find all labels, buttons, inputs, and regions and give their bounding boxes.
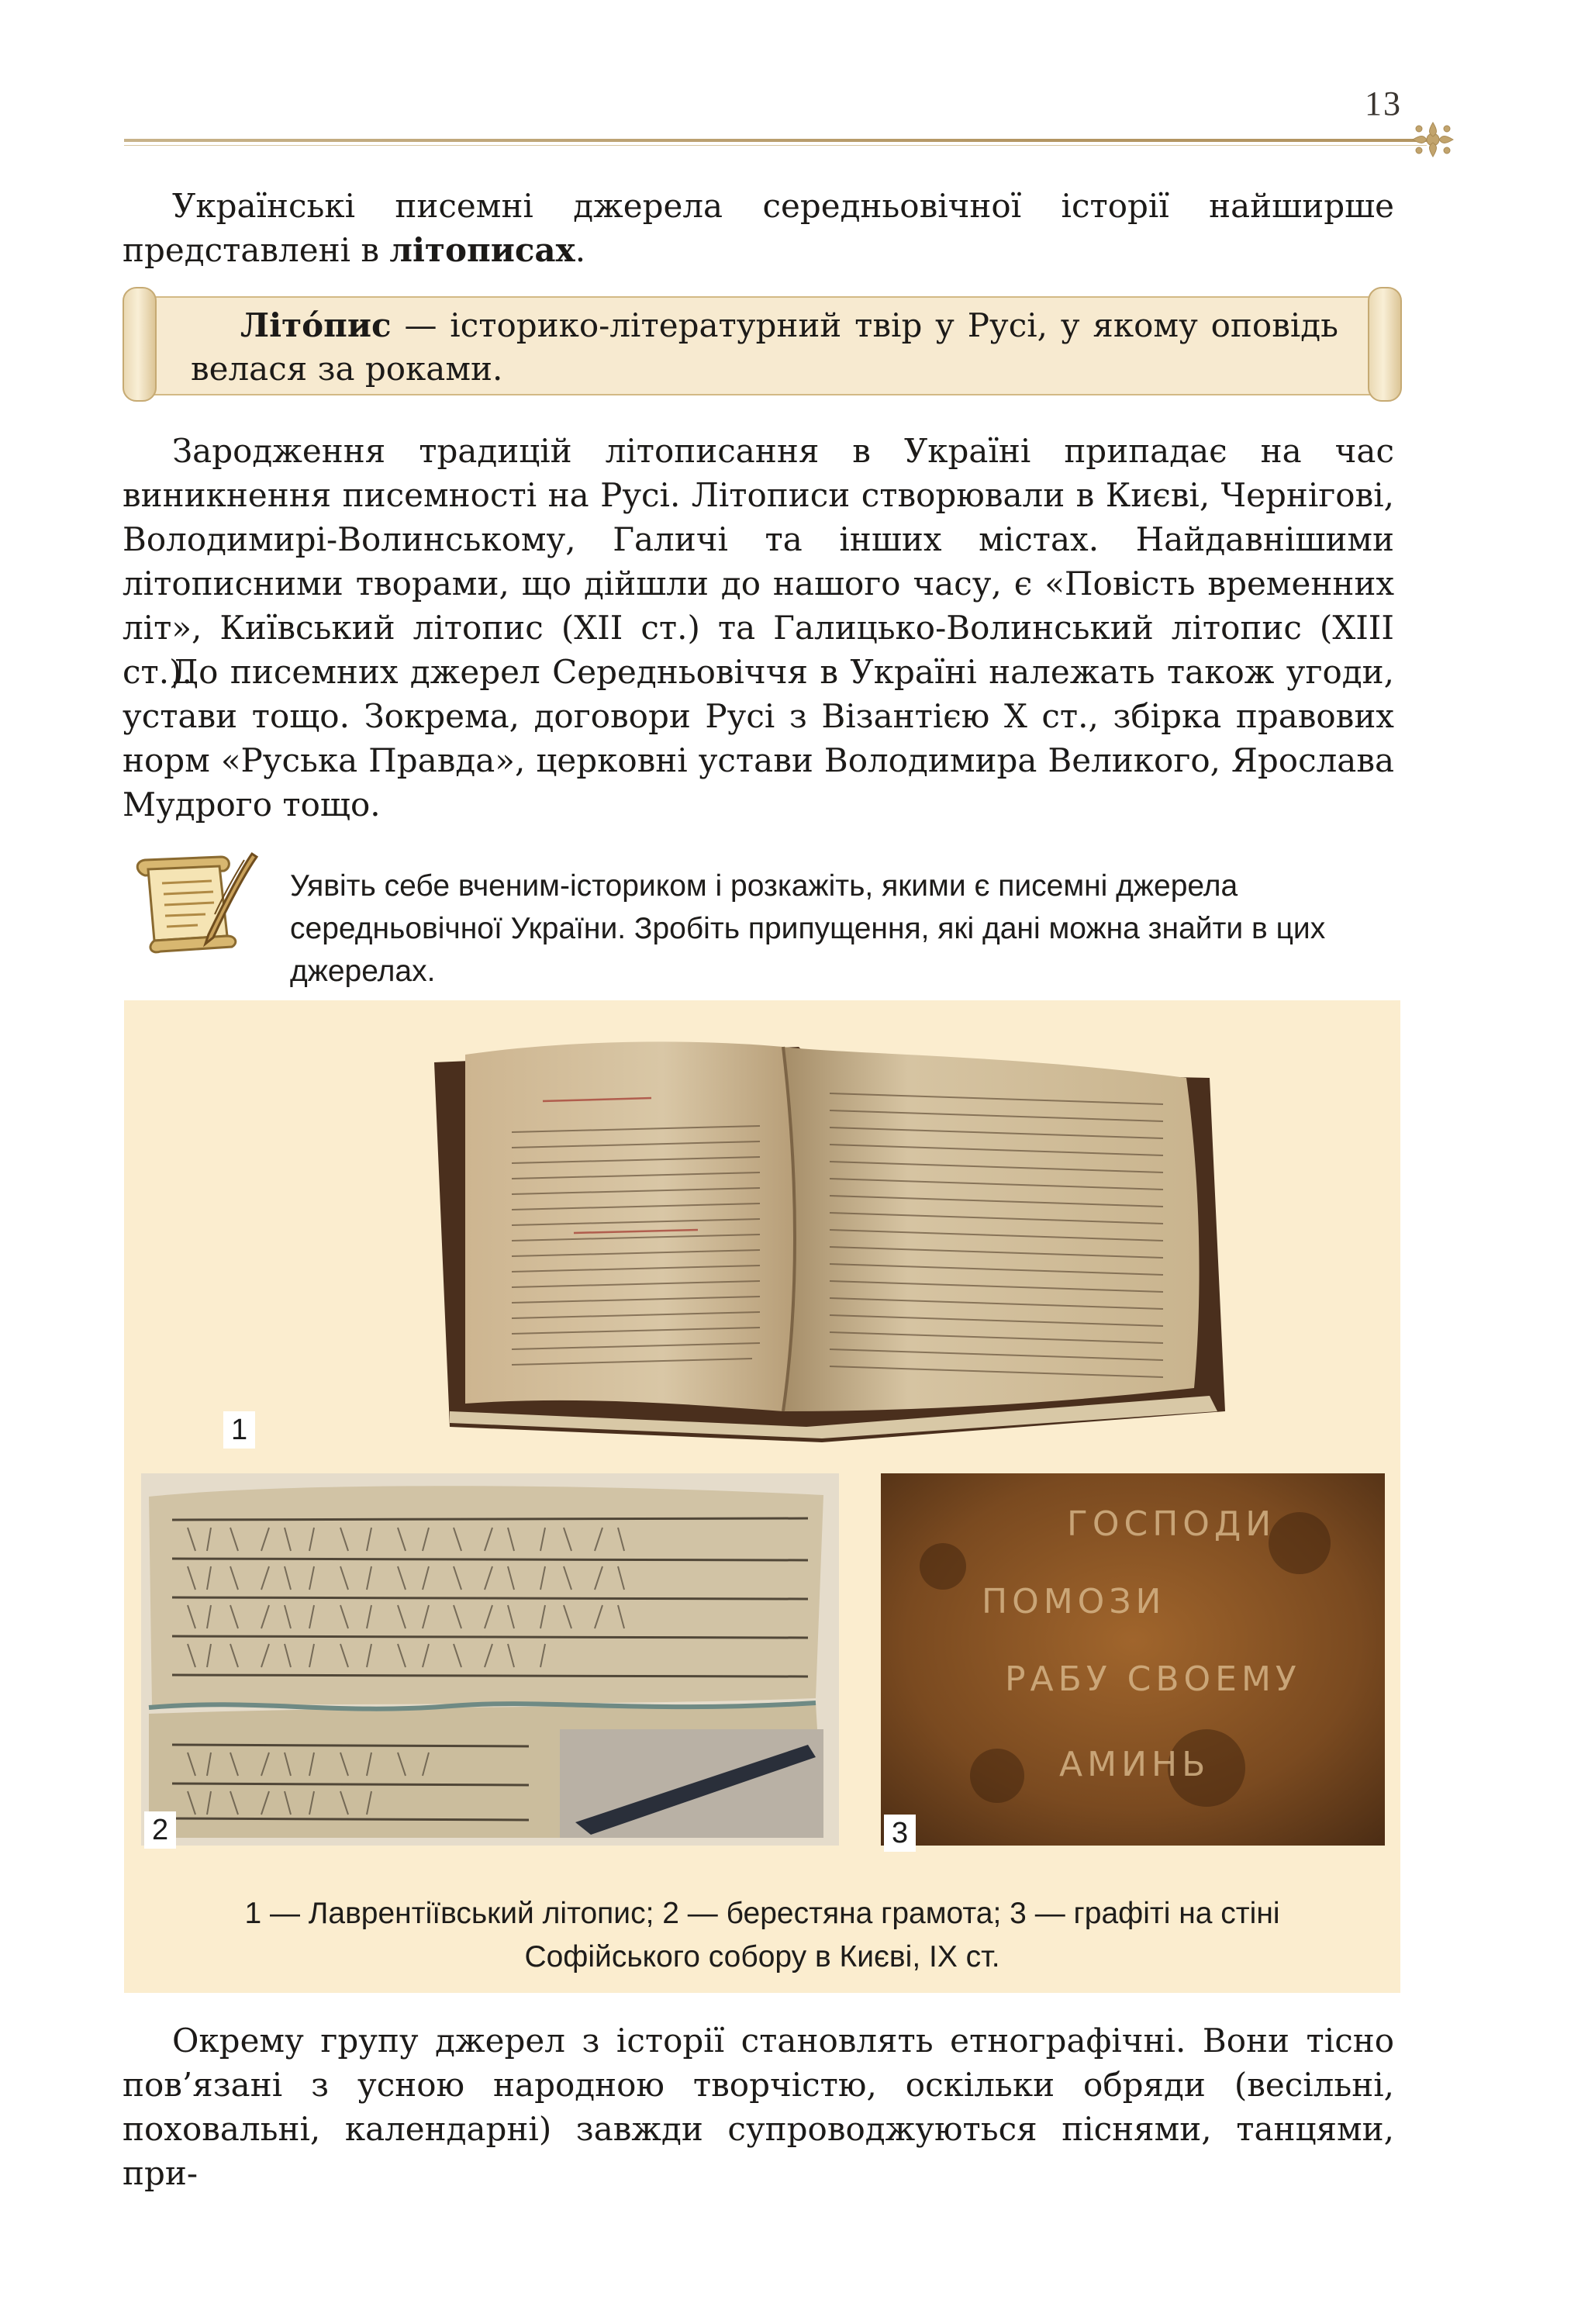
scroll-quill-icon	[128, 849, 264, 958]
definition-body: — історико-літературний твір у Русі, у якому оповідь велася за роками.	[191, 306, 1338, 388]
paragraph-legal-sources-text: До писемних джерел Середньовіччя в Україні належать також угоди, устави тощо. Зокрема, договори Русі з Візантією X ст., збірка правових норм «Руська Правда», церковні устави Володимира Великого, Ярослава Мудрого тощо.	[123, 653, 1394, 824]
intro-text: Українські писемні джерела середньовічної історії найширше представлені в	[123, 187, 1394, 269]
figure-label-1: 1	[223, 1411, 255, 1449]
definition-text	[191, 304, 1338, 391]
figure-label-3: 3	[884, 1815, 916, 1852]
figure-caption-line-2: Софійського собору в Києві, IX ст.	[524, 1940, 1000, 1974]
figure-caption	[124, 1892, 1400, 1979]
graffiti-line-1: ГОСПОДИ	[1067, 1504, 1276, 1544]
intro-text-end: .	[575, 231, 586, 269]
paragraph-ethnographic-text: Окрему групу джерел з історії становлять етнографічні. Вони тісно пов’язані з усною народною творчістю, оскільки обряди (весільні, поховальні, календарні) завжди супроводжуються піснями, танцями, при-	[123, 2022, 1394, 2192]
scroll-left-roll	[123, 287, 157, 402]
definition-term: Літо́пис	[240, 306, 392, 344]
figure-caption-line-1: 1 — Лаврентіївський літопис; 2 — берестяна грамота; 3 — графіті на стіні	[244, 1897, 1280, 1930]
header-rule	[124, 139, 1427, 142]
scroll-right-roll	[1368, 287, 1402, 402]
graffiti-line-4: АМИНЬ	[1059, 1745, 1210, 1784]
definition-box	[123, 287, 1402, 402]
task-text: Уявіть себе вченим-істориком і розкажіть, якими є писемні джерела середньовічної України. Зробіть припущення, які дані можна знайти в цих джерелах.	[290, 869, 1326, 988]
graffiti-line-3: РАБУ СВОЕМУ	[1005, 1659, 1301, 1699]
chronicle-book-image	[419, 1024, 1233, 1458]
graffiti-line-2: ПОМОЗИ	[982, 1582, 1166, 1621]
birch-bark-letter-image	[141, 1473, 839, 1846]
paragraph-ethnographic	[123, 2018, 1394, 2195]
intro-paragraph	[123, 184, 1394, 272]
figure-panel	[124, 1000, 1400, 1993]
paragraph-chronicles-text: Зародження традицій літописання в Україні припадає на час виникнення писемності на Русі. Літописи створювали в Києві, Чернігові, Володимирі-Волинському, Галичі та інших містах. Найдавнішими літописними творами, що дійшли до нашого часу, є «Повість временних літ», Київський літопис (XII ст.) та Галицько-Волинський літопис (XIII ст.).	[123, 432, 1394, 691]
graffiti-image	[881, 1473, 1385, 1846]
header-ornament-icon	[1402, 116, 1464, 163]
page-number: 13	[1365, 85, 1402, 123]
paragraph-legal-sources	[123, 650, 1394, 827]
figure-label-2: 2	[144, 1811, 176, 1849]
intro-bold-term: літописах	[389, 231, 575, 269]
